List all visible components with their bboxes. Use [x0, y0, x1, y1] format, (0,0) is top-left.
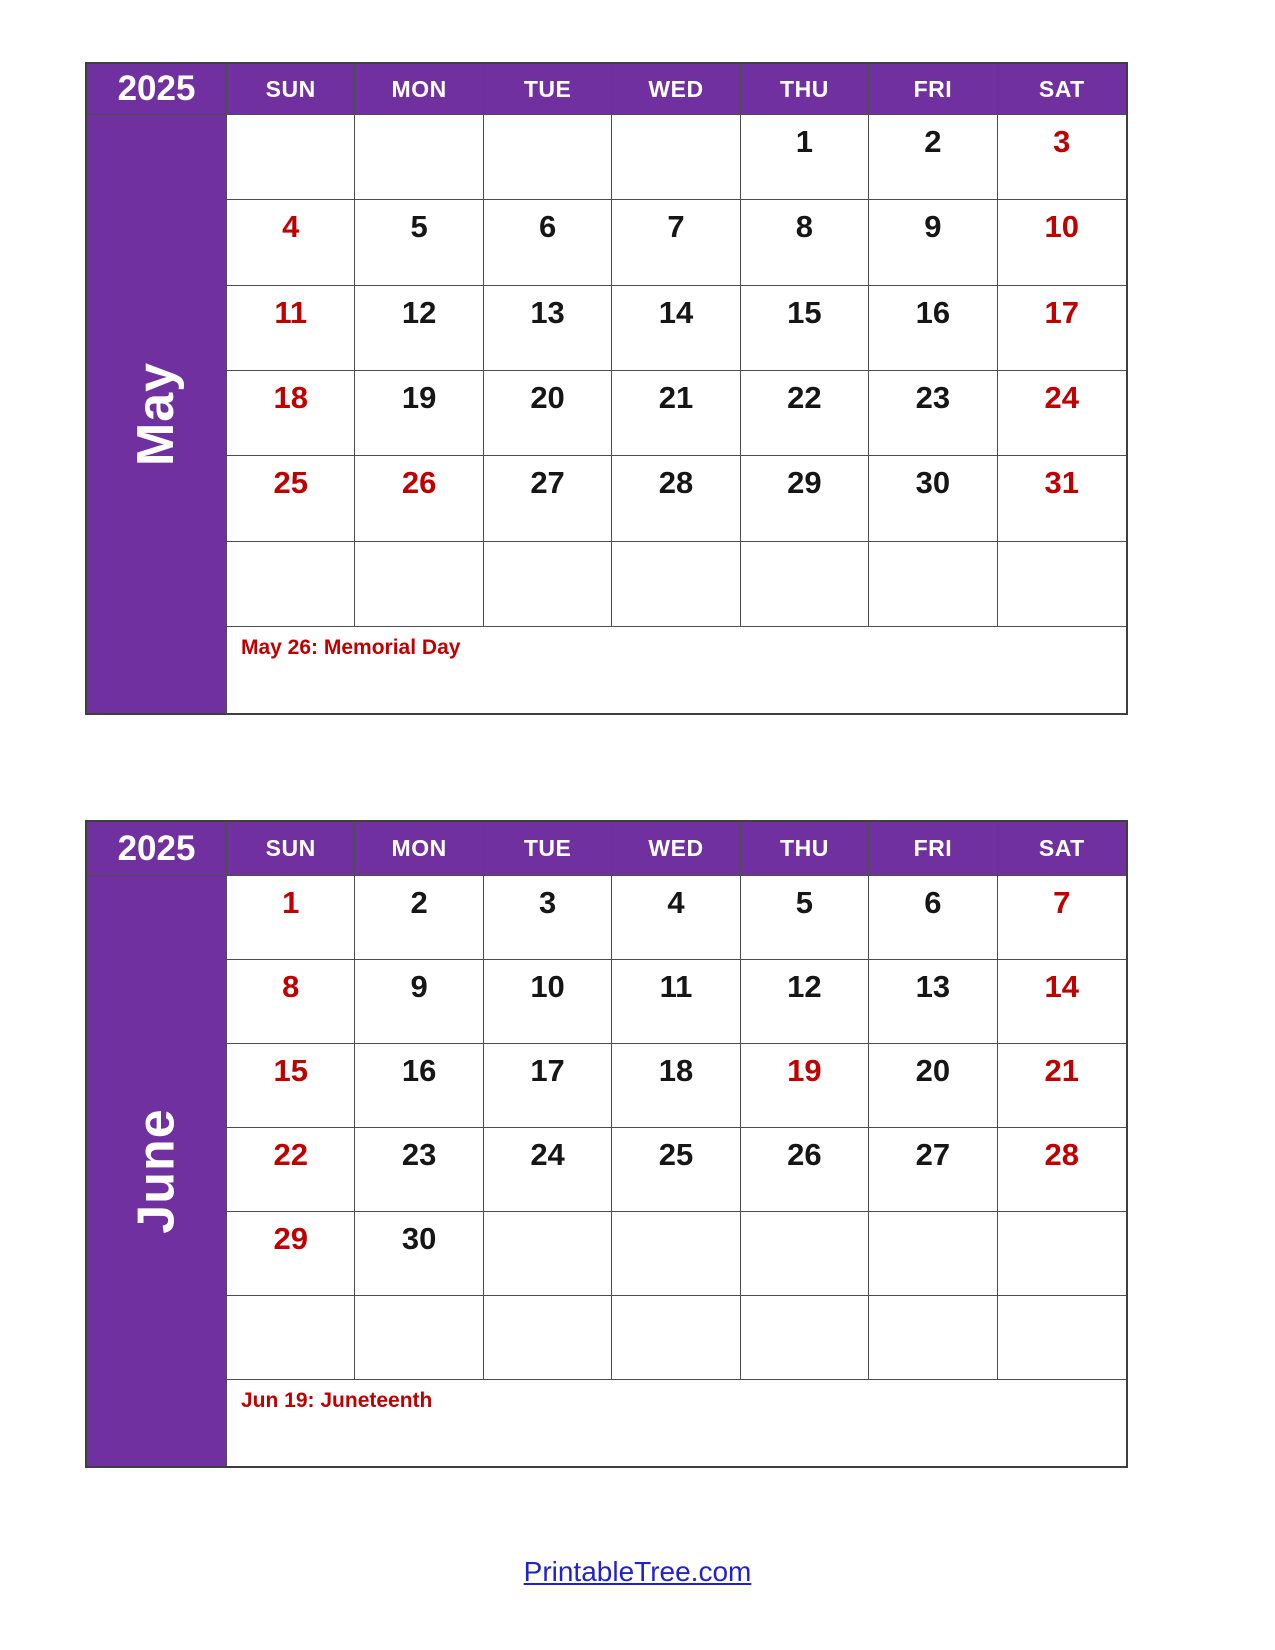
day-cell-june-6: 6 [869, 876, 997, 960]
day-cell-june-24: 24 [484, 1128, 612, 1212]
weekday-header-sun: SUN [227, 64, 355, 115]
day-cell-june-30: 30 [355, 1212, 483, 1296]
empty-day-cell [612, 1296, 740, 1380]
month-label-may: May [127, 361, 186, 467]
day-cell-june-14: 14 [998, 960, 1126, 1044]
day-cell-june-9: 9 [355, 960, 483, 1044]
day-cell-june-17: 17 [484, 1044, 612, 1128]
empty-day-cell [869, 1212, 997, 1296]
weekday-header-thu: THU [741, 64, 869, 115]
day-cell-may-14: 14 [612, 286, 740, 371]
weekday-header-tue: TUE [484, 64, 612, 115]
empty-day-cell [741, 542, 869, 627]
day-cell-may-16: 16 [869, 286, 997, 371]
empty-day-cell [484, 1296, 612, 1380]
empty-day-cell [998, 1212, 1126, 1296]
day-cell-may-7: 7 [612, 200, 740, 285]
empty-day-cell [869, 1296, 997, 1380]
day-cell-may-8: 8 [741, 200, 869, 285]
month-sidebar-may [87, 115, 227, 713]
day-cell-june-5: 5 [741, 876, 869, 960]
day-cell-june-20: 20 [869, 1044, 997, 1128]
day-cell-june-27: 27 [869, 1128, 997, 1212]
day-cell-june-19: 19 [741, 1044, 869, 1128]
day-cell-may-30: 30 [869, 456, 997, 541]
month-sidebar-june [87, 876, 227, 1466]
empty-day-cell [484, 115, 612, 200]
empty-day-cell [612, 1212, 740, 1296]
day-cell-may-25: 25 [227, 456, 355, 541]
day-cell-june-7: 7 [998, 876, 1126, 960]
day-cell-june-21: 21 [998, 1044, 1126, 1128]
day-cell-may-28: 28 [612, 456, 740, 541]
day-cell-may-13: 13 [484, 286, 612, 371]
day-cell-may-15: 15 [741, 286, 869, 371]
day-cell-may-23: 23 [869, 371, 997, 456]
empty-day-cell [741, 1296, 869, 1380]
day-cell-june-26: 26 [741, 1128, 869, 1212]
weekday-header-sat: SAT [998, 64, 1126, 115]
weekday-header-mon: MON [355, 64, 483, 115]
day-cell-may-18: 18 [227, 371, 355, 456]
day-cell-june-15: 15 [227, 1044, 355, 1128]
day-cell-june-28: 28 [998, 1128, 1126, 1212]
empty-day-cell [227, 542, 355, 627]
empty-day-cell [998, 542, 1126, 627]
day-cell-june-4: 4 [612, 876, 740, 960]
day-cell-may-21: 21 [612, 371, 740, 456]
day-cell-may-27: 27 [484, 456, 612, 541]
day-cell-may-9: 9 [869, 200, 997, 285]
empty-day-cell [612, 542, 740, 627]
day-cell-may-26: 26 [355, 456, 483, 541]
month-label-june: June [127, 1108, 186, 1234]
weekday-header-wed: WED [612, 64, 740, 115]
empty-day-cell [484, 542, 612, 627]
day-cell-may-11: 11 [227, 286, 355, 371]
holiday-note-may: May 26: Memorial Day [227, 627, 1126, 713]
day-cell-june-18: 18 [612, 1044, 740, 1128]
day-cell-may-31: 31 [998, 456, 1126, 541]
weekday-header-sun: SUN [227, 822, 355, 876]
empty-day-cell [355, 115, 483, 200]
weekday-header-sat: SAT [998, 822, 1126, 876]
empty-day-cell [484, 1212, 612, 1296]
day-cell-june-16: 16 [355, 1044, 483, 1128]
calendar-june [85, 820, 1128, 1468]
weekday-header-thu: THU [741, 822, 869, 876]
empty-day-cell [227, 115, 355, 200]
day-cell-june-11: 11 [612, 960, 740, 1044]
weekday-header-fri: FRI [869, 64, 997, 115]
day-cell-may-6: 6 [484, 200, 612, 285]
calendar-may [85, 62, 1128, 715]
day-cell-may-1: 1 [741, 115, 869, 200]
empty-day-cell [355, 1296, 483, 1380]
day-cell-june-13: 13 [869, 960, 997, 1044]
day-cell-may-19: 19 [355, 371, 483, 456]
day-cell-may-10: 10 [998, 200, 1126, 285]
day-cell-june-23: 23 [355, 1128, 483, 1212]
day-cell-june-22: 22 [227, 1128, 355, 1212]
empty-day-cell [355, 542, 483, 627]
day-cell-may-3: 3 [998, 115, 1126, 200]
weekday-header-tue: TUE [484, 822, 612, 876]
empty-day-cell [998, 1296, 1126, 1380]
empty-day-cell [869, 542, 997, 627]
day-cell-may-17: 17 [998, 286, 1126, 371]
day-cell-june-12: 12 [741, 960, 869, 1044]
footer [0, 1556, 1275, 1588]
day-cell-june-1: 1 [227, 876, 355, 960]
day-cell-may-5: 5 [355, 200, 483, 285]
day-cell-may-24: 24 [998, 371, 1126, 456]
day-cell-june-29: 29 [227, 1212, 355, 1296]
day-cell-june-10: 10 [484, 960, 612, 1044]
weekday-header-fri: FRI [869, 822, 997, 876]
day-cell-may-20: 20 [484, 371, 612, 456]
day-cell-june-25: 25 [612, 1128, 740, 1212]
year-label-may: 2025 [87, 64, 227, 115]
empty-day-cell [741, 1212, 869, 1296]
holiday-note-june: Jun 19: Juneteenth [227, 1380, 1126, 1466]
day-cell-june-2: 2 [355, 876, 483, 960]
day-cell-june-8: 8 [227, 960, 355, 1044]
day-cell-june-3: 3 [484, 876, 612, 960]
year-label-june: 2025 [87, 822, 227, 876]
empty-day-cell [612, 115, 740, 200]
day-cell-may-2: 2 [869, 115, 997, 200]
weekday-header-wed: WED [612, 822, 740, 876]
empty-day-cell [227, 1296, 355, 1380]
day-cell-may-22: 22 [741, 371, 869, 456]
day-cell-may-29: 29 [741, 456, 869, 541]
weekday-header-mon: MON [355, 822, 483, 876]
day-cell-may-4: 4 [227, 200, 355, 285]
day-cell-may-12: 12 [355, 286, 483, 371]
footer-link[interactable]: PrintableTree.com [523, 1556, 752, 1587]
